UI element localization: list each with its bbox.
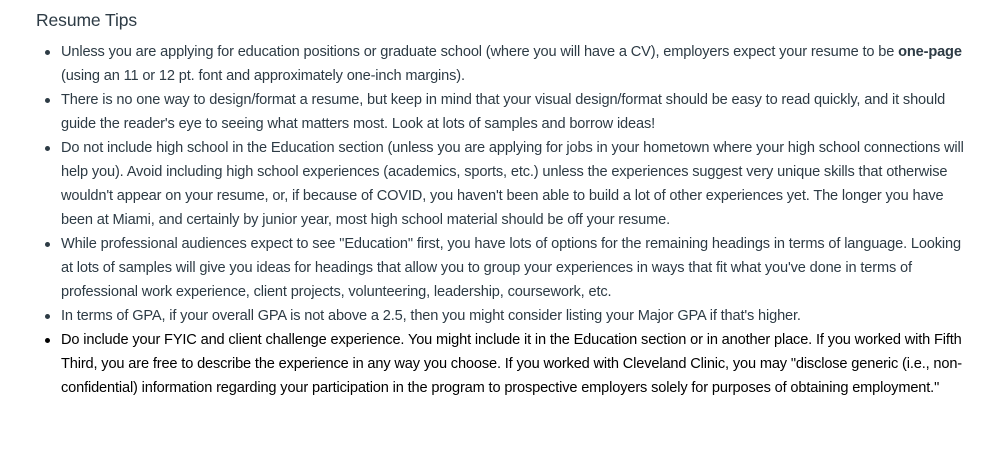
tip-text: In terms of GPA, if your overall GPA is not above a 2.5, then you might consider listing your Major GPA if that's higher. [61,308,801,324]
tip-text: (using an 11 or 12 pt. font and approximately one-inch margins). [61,68,465,84]
tip-gpa [61,304,967,328]
tip-headings [61,232,967,304]
tip-design-format [61,88,967,136]
section-title: Resume Tips [36,10,138,30]
tip-text: There is no one way to design/format a resume, but keep in mind that your visual design/format should be easy to read quickly, and it should guide the reader's eye to seeing what matters most. Look at lots of samples and borrow ideas! [61,92,946,132]
tip-fyic [61,328,967,400]
tip-text: Do include your FYIC and client challenge experience. You might include it in the Education section or in another place. If you worked with Fifth Third, you are free to describe the experience in any way you choose. If you worked with Cleveland Clinic, you may "disclose generic (i.e., non-confidential) information regarding your participation in the program to prospective employers solely for purposes of obtaining employment." [61,332,963,396]
tip-text: Unless you are applying for education positions or graduate school (where you will have a CV), employers expect your resume to be [61,44,899,60]
tips-list [36,40,967,400]
tip-emphasis: one-page [898,44,962,60]
tip-text: Do not include high school in the Education section (unless you are applying for jobs in your hometown where your high school connections will help you). Avoid including high school experiences (academics, sports, etc.) unless the experiences suggest very unique skills that otherwise wouldn't appear on your resume, or, if because of COVID, you haven't been able to build a lot of other experiences yet. The longer you have been at Miami, and certainly by junior year, most high school material should be off your resume. [61,140,964,228]
tip-one-page [61,40,967,88]
tip-text: While professional audiences expect to see "Education" first, you have lots of options for the remaining headings in terms of language. Looking at lots of samples will give you ideas for headings that allow you to group your experiences in ways that fit what you've done in terms of professional work experience, client projects, volunteering, leadership, coursework, etc. [61,236,961,300]
tip-high-school [61,136,967,232]
